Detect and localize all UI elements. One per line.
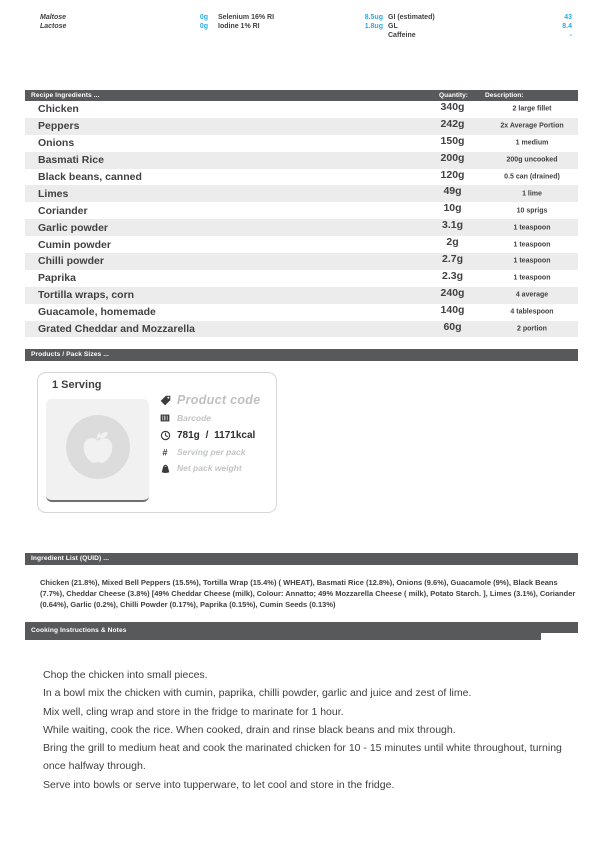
table-row xyxy=(25,219,578,236)
card-info-text: Product code xyxy=(177,393,261,407)
product-image-placeholder xyxy=(46,399,149,502)
card-info-line xyxy=(158,446,270,458)
nutrition-col-3 xyxy=(388,13,572,41)
card-info-text: Barcode xyxy=(177,413,212,423)
nutrient-row xyxy=(40,22,208,31)
ingredient-name: Cumin powder xyxy=(38,238,111,251)
recipe-ingredients-header: Recipe Ingredients ... xyxy=(31,92,100,99)
cooking-instructions xyxy=(43,666,567,794)
allergen-text: milk xyxy=(408,589,424,598)
cooking-header: Cooking Instructions & Notes xyxy=(31,627,127,634)
ingredient-quantity: 200g xyxy=(440,151,465,164)
quantity-column-header: Quantity: xyxy=(439,92,468,99)
ingredient-quantity: 2g xyxy=(446,236,459,249)
ingredient-name: Guacamole, homemade xyxy=(38,306,156,319)
ingredient-description: 1 medium xyxy=(515,139,549,147)
nutrient-label: Lactose xyxy=(40,23,67,31)
description-column-header: Description: xyxy=(485,92,524,99)
ingredient-name: Limes xyxy=(38,187,69,200)
card-info-text: Net pack weight xyxy=(177,463,242,473)
ingredient-name: Basmati Rice xyxy=(38,154,104,167)
ingredient-description: 1 teaspoon xyxy=(513,274,551,282)
cooking-header-bar xyxy=(25,622,578,640)
nutrient-value: 0g xyxy=(199,23,208,31)
products-header-bar xyxy=(25,349,578,361)
page-break-notch xyxy=(541,633,578,640)
ingredient-name: Coriander xyxy=(38,204,88,217)
clock-icon xyxy=(158,430,172,441)
ingredient-description: 1 lime xyxy=(522,190,542,198)
card-info-line xyxy=(158,392,270,408)
nutrient-label: Selenium 16% RI xyxy=(218,14,275,21)
quid-ingredient-list xyxy=(40,577,577,610)
table-row xyxy=(25,169,578,186)
ingredient-description: 2 large fillet xyxy=(512,105,552,113)
nutrient-value: 0g xyxy=(199,14,208,21)
ingredient-name: Onions xyxy=(38,137,75,150)
nutrient-row xyxy=(40,13,208,22)
instruction-line: Chop the chicken into small pieces. xyxy=(43,669,208,681)
quid-segment: ), Basmati Rice (12.8%), Onions (9.6%), Guacamole (9%), Black Beans (7.7%), Cheddar Cheese (3.8%) [49% Cheddar Cheese ( xyxy=(40,578,558,598)
instruction-line: Serve into bowls or serve into tupperware, to let cool and store in the fridge. xyxy=(43,778,395,791)
nutrient-row xyxy=(388,22,572,31)
card-info-line xyxy=(158,412,270,424)
ingredient-quantity: 60g xyxy=(443,320,462,333)
nutrient-label: GI (estimated) xyxy=(388,14,435,21)
serving-card-info xyxy=(158,392,270,478)
table-row xyxy=(25,270,578,287)
nutrient-label: Maltose xyxy=(40,14,67,21)
table-row xyxy=(25,253,578,270)
quid-segment: ), Potato Starch. ], Limes (3.1%), Coriander (0.64%), Garlic (0.2%), Chilli Powder (0.17%), Paprika (0.15%), Cumin Seeds (0.13%) xyxy=(40,589,576,609)
quid-segment: ), Colour: Annatto; 49% Mozzarella Cheese ( xyxy=(250,589,409,598)
instruction-line: Bring the grill to medium heat and cook the marinated chicken for 10 - 15 minutes until white throughout, turning xyxy=(43,742,562,755)
ingredient-description: 1 teaspoon xyxy=(513,224,551,232)
products-header: Products / Pack Sizes ... xyxy=(31,351,109,358)
serving-card-title: 1 Serving xyxy=(52,379,102,391)
ingredient-description: 2 portion xyxy=(517,325,547,333)
ingredient-quantity: 2.3g xyxy=(441,269,463,282)
allergen-text: milk xyxy=(235,589,251,598)
table-row xyxy=(25,135,578,152)
barcode-icon xyxy=(158,413,172,423)
instruction-line: While waiting, cook the rice. When cooked, drain and rinse black beans and mix through. xyxy=(43,723,456,736)
ingredient-name: Black beans, canned xyxy=(38,171,142,183)
table-row xyxy=(25,185,578,202)
table-row xyxy=(25,287,578,304)
ingredient-description: 0.5 can (drained) xyxy=(504,173,560,181)
ingredient-quantity: 3.1g xyxy=(441,219,463,232)
nutrient-value: - xyxy=(569,32,572,40)
ingredient-quantity: 140g xyxy=(440,303,465,316)
card-info-line xyxy=(158,428,270,442)
recipe-ingredients-header-bar xyxy=(25,90,578,101)
ingredient-name: Garlic powder xyxy=(38,221,109,234)
ingredient-description: 4 average xyxy=(515,291,549,299)
nutrient-label: Caffeine xyxy=(388,32,416,40)
ingredient-quantity: 120g xyxy=(440,168,465,181)
ingredient-name: Tortilla wraps, corn xyxy=(38,289,135,302)
table-row xyxy=(25,236,578,253)
instruction-line: Mix well, cling wrap and store in the fridge to marinate for 1 hour. xyxy=(43,705,344,718)
ingredient-quantity: 242g xyxy=(440,117,465,130)
ingredient-name: Chilli powder xyxy=(38,255,104,268)
nutrition-col-2 xyxy=(218,13,383,31)
hash-icon xyxy=(158,447,172,457)
ingredient-quantity: 49g xyxy=(443,185,462,198)
serving-card xyxy=(37,372,277,513)
table-row xyxy=(25,321,578,338)
ingredient-quantity: 240g xyxy=(440,286,465,299)
ingredient-description: 200g uncooked xyxy=(506,156,558,164)
quid-header: Ingredient List (QUID) ... xyxy=(31,555,110,562)
nutrient-row xyxy=(388,31,572,40)
ingredient-quantity: 340g xyxy=(440,101,465,113)
nutrient-value: 43 xyxy=(564,14,572,21)
quid-header-bar xyxy=(25,553,578,565)
nutrient-row xyxy=(218,13,383,22)
table-row xyxy=(25,202,578,219)
table-row xyxy=(25,304,578,321)
ingredient-name: Chicken xyxy=(38,103,79,116)
card-info-text: Serving per pack xyxy=(177,447,246,457)
nutrient-label: Iodine 1% RI xyxy=(218,23,260,31)
ingredient-quantity: 150g xyxy=(440,134,465,147)
tag-icon xyxy=(158,395,172,406)
nutrient-label: GL xyxy=(388,23,398,31)
table-row xyxy=(25,101,578,118)
ingredient-description: 2x Average Portion xyxy=(500,122,564,130)
ingredient-name: Paprika xyxy=(38,272,76,285)
nutrition-col-1 xyxy=(40,13,208,31)
ingredient-description: 4 tablespoon xyxy=(510,308,554,316)
nutrient-value: 8.4 xyxy=(562,23,572,31)
nutrient-value: 8.5ug xyxy=(364,14,383,21)
card-info-text: 781g / 1171kcal xyxy=(177,429,256,441)
ingredient-description: 1 teaspoon xyxy=(513,257,551,265)
nutrient-row xyxy=(218,22,383,31)
table-row xyxy=(25,118,578,135)
ingredient-quantity: 10g xyxy=(443,202,462,215)
ingredients-table xyxy=(25,101,578,337)
ingredient-description: 10 sprigs xyxy=(516,207,548,215)
nutrient-value: 1.8ug xyxy=(364,23,383,31)
table-row xyxy=(25,152,578,169)
ingredient-name: Peppers xyxy=(38,120,80,133)
svg-text:#: # xyxy=(162,447,168,457)
card-info-line xyxy=(158,462,270,474)
nutrient-row xyxy=(388,13,572,22)
ingredient-description: 1 teaspoon xyxy=(513,241,551,249)
allergen-text: WHEAT xyxy=(283,578,311,587)
ingredient-name: Grated Cheddar and Mozzarella xyxy=(38,323,195,336)
weight-icon xyxy=(158,463,172,474)
instruction-line: In a bowl mix the chicken with cumin, paprika, chilli powder, garlic and juice and zest of lime. xyxy=(43,687,472,700)
instruction-line: once halfway through. xyxy=(43,760,146,773)
apple-icon xyxy=(65,414,131,485)
ingredient-quantity: 2.7g xyxy=(441,253,463,266)
quid-segment: Chicken (21.8%), Mixed Bell Peppers (15.5%), Tortilla Wrap (15.4%) ( xyxy=(40,578,284,587)
